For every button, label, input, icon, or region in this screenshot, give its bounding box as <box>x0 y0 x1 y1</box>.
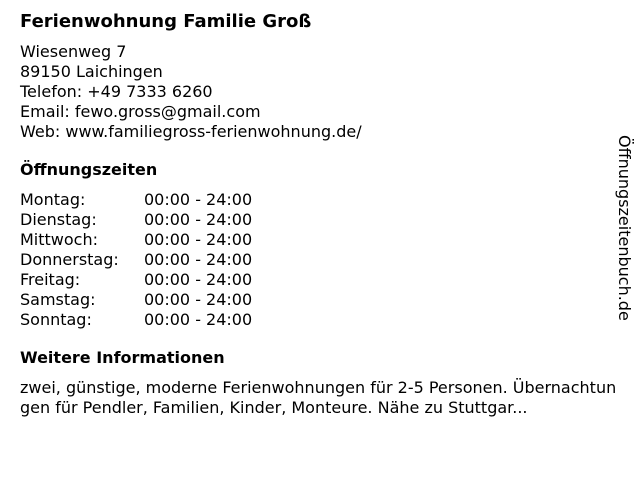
hours-table <box>20 190 620 330</box>
hours-day: Samstag: <box>20 290 96 309</box>
hours-row <box>20 290 620 310</box>
hours-row <box>20 270 620 290</box>
email-line: Email: fewo.gross@gmail.com <box>20 102 261 121</box>
hours-day: Dienstag: <box>20 210 97 229</box>
hours-time: 00:00 - 24:00 <box>144 230 253 249</box>
info-heading: Weitere Informationen <box>20 348 225 367</box>
watermark-text: Öffnungszeitenbuch.de <box>615 135 634 321</box>
info-description: zwei, günstige, moderne Ferienwohnungen für 2-5 Personen. Übernachtungen für Pendler, Familien, Kinder, Monteure. Nähe zu Stuttgar... <box>20 378 617 417</box>
city-line: 89150 Laichingen <box>20 62 163 81</box>
hours-day: Mittwoch: <box>20 230 98 249</box>
hours-row <box>20 310 620 330</box>
hours-time: 00:00 - 24:00 <box>144 250 253 269</box>
hours-time: 00:00 - 24:00 <box>144 290 253 309</box>
phone-line: Telefon: +49 7333 6260 <box>20 82 213 101</box>
hours-time: 00:00 - 24:00 <box>144 310 253 329</box>
hours-row <box>20 250 620 270</box>
hours-time: 00:00 - 24:00 <box>144 270 253 289</box>
hours-row <box>20 230 620 250</box>
street-line: Wiesenweg 7 <box>20 42 127 61</box>
address-block <box>20 42 620 142</box>
hours-day: Freitag: <box>20 270 81 289</box>
hours-time: 00:00 - 24:00 <box>144 210 253 229</box>
business-title: Ferienwohnung Familie Groß <box>20 11 312 32</box>
hours-row <box>20 210 620 230</box>
hours-heading: Öffnungszeiten <box>20 160 158 179</box>
hours-row <box>20 190 620 210</box>
business-card <box>20 10 620 418</box>
hours-day: Donnerstag: <box>20 250 119 269</box>
hours-day: Montag: <box>20 190 86 209</box>
web-line: Web: www.familiegross-ferienwohnung.de/ <box>20 122 362 141</box>
hours-day: Sonntag: <box>20 310 92 329</box>
watermark-container <box>612 135 636 365</box>
hours-time: 00:00 - 24:00 <box>144 190 253 209</box>
